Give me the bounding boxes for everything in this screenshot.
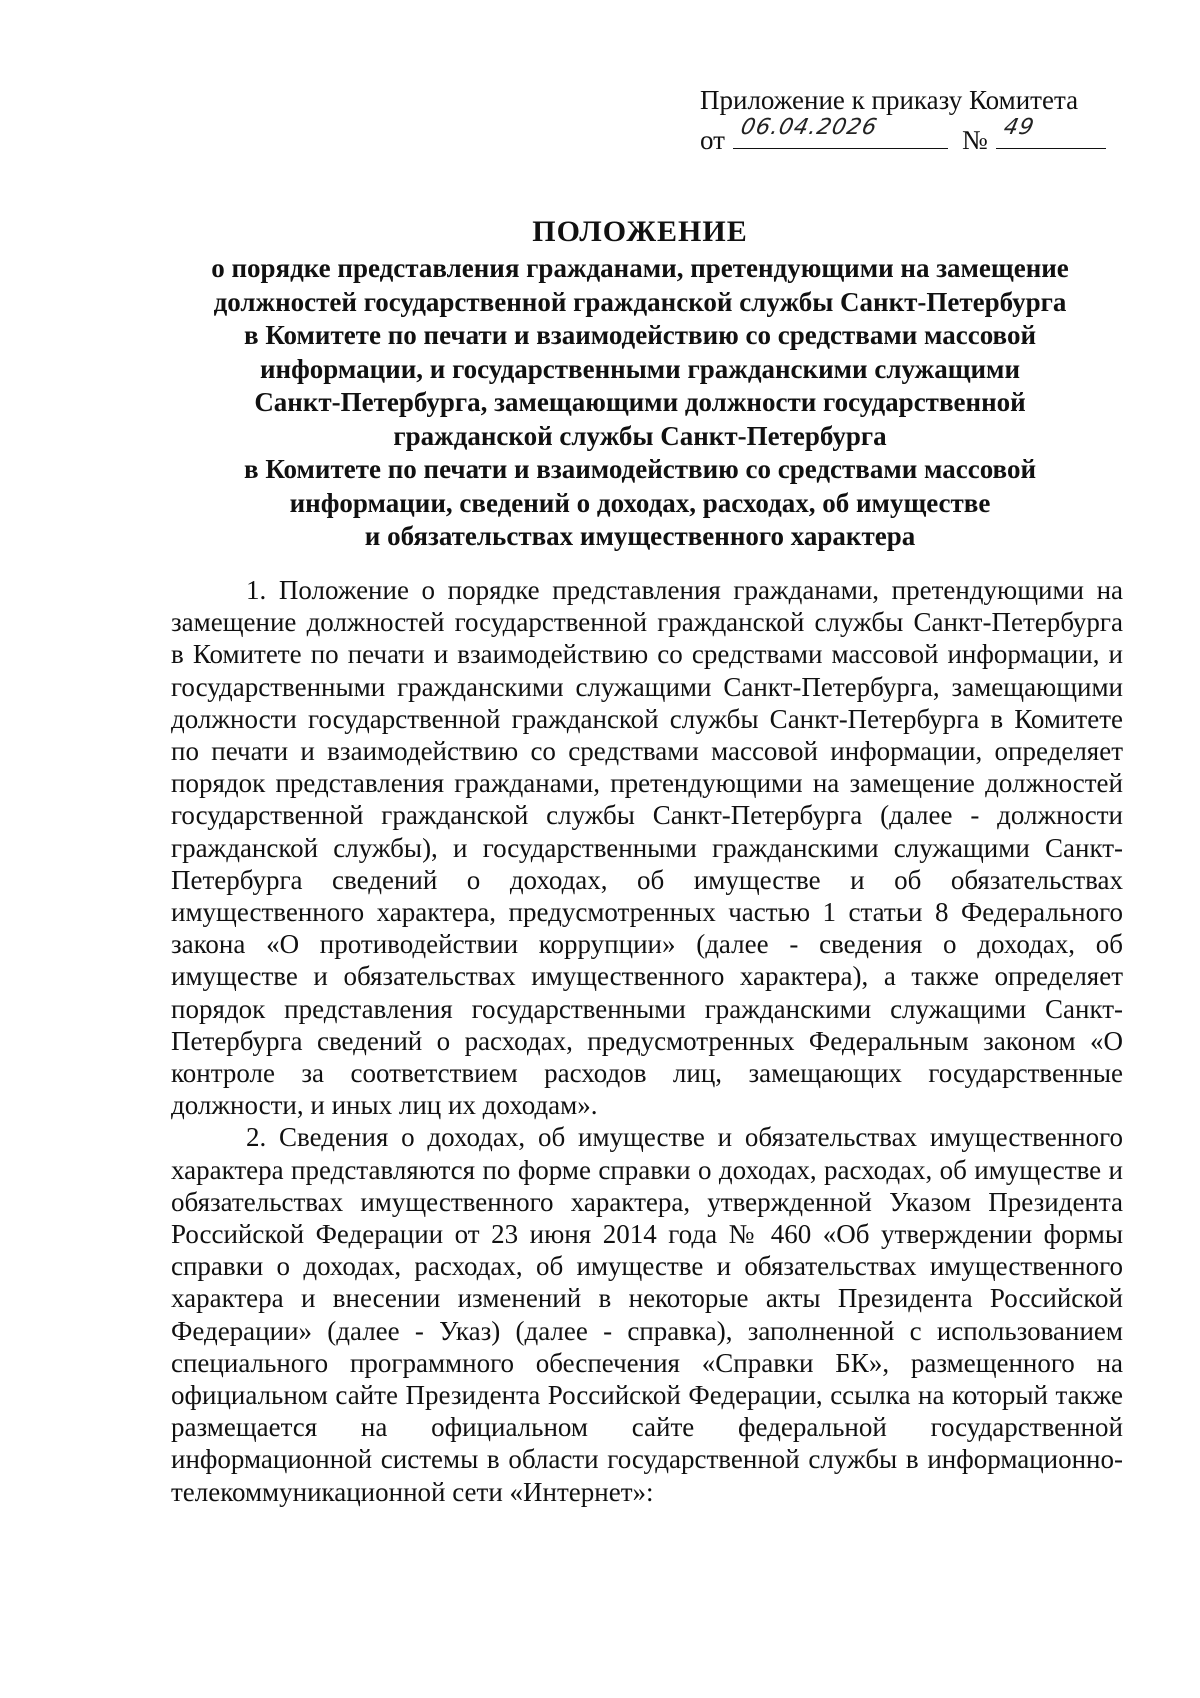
subtitle-line: о порядке представления гражданами, претендующими на замещение <box>211 253 1069 283</box>
subtitle-line: в Комитете по печати и взаимодействию со средствами массовой <box>243 320 1037 350</box>
date-field <box>733 115 948 149</box>
subtitle-line: в Комитете по печати и взаимодействию со средствами массовой <box>243 454 1037 484</box>
appendix-line: Приложение к приказу Комитета <box>700 85 1079 115</box>
subtitle-line: информации, и государственными гражданскими служащими <box>260 353 1020 384</box>
from-label: от <box>700 125 725 155</box>
paragraph-1: 1. Положение о порядке представления гражданами, претендующими на замещение должностей государственной гражданской службы Санкт-Петербурга в Комитете по печати и взаимодействию со средствами массовой информации, и государственными гражданскими служащими Санкт-Петербурга, замещающими должности государственной гражданской службы Санкт-Петербурга в Комитете по печати и взаимодействию со средствами массовой информации, определяет порядок представления гражданами, претендующими на замещение должностей государственной гражданской службы Санкт-Петербурга (далее - должности гражданской службы), и государственными гражданскими служащими Санкт-Петербурга сведений о доходах, об имуществе и об обязательствах имущественного характера, предусмотренных частью 1 статьи 8 Федерального закона «О противодействии коррупции» (далее - сведения о доходах, об имуществе и обязательствах имущественного характера), а также определяет порядок представления государственными гражданскими служащими Санкт-Петербурга сведений о расходах, предусмотренных Федеральным законом «О контроле за соответствием расходов лиц, замещающих государственные должности, и иных лиц их доходам». <box>171 575 1123 1121</box>
handwritten-date: 06.04.2026 <box>738 115 880 140</box>
appendix-header <box>700 82 1140 158</box>
paragraph-2: 2. Сведения о доходах, об имуществе и обязательствах имущественного характера представляются по форме справки о доходах, расходах, об имуществе и обязательствах имущественного характера, утвержденной Указом Президента Российской Федерации от 23 июня 2014 года № 460 «Об утверждении формы справки о доходах, расходах, об имуществе и обязательствах имущественного характера и внесении изменений в некоторые акты Президента Российской Федерации» (далее - Указ) (далее - справка), заполненной с использованием специального программного обеспечения «Справки БК», размещенного на официальном сайте Президента Российской Федерации, ссылка на который также размещается на официальном сайте федеральной государственной информационной системы в области государственной службы в информационно-телекоммуникационной сети «Интернет»: <box>171 1122 1123 1507</box>
number-field <box>996 115 1106 149</box>
subtitle-line: информации, сведений о доходах, расходах, об имуществе <box>289 487 991 518</box>
order-reference <box>700 115 1140 158</box>
document-body <box>171 574 1123 1508</box>
document-title: ПОЛОЖЕНИЕ <box>532 215 748 248</box>
handwritten-number: 49 <box>1001 115 1037 140</box>
subtitle-line: и обязательствах имущественного характера <box>364 521 916 551</box>
document-subtitle <box>130 252 1150 554</box>
number-label: № <box>961 125 988 155</box>
subtitle-line: должностей государственной гражданской службы Санкт-Петербурга <box>213 286 1067 317</box>
title-block <box>130 212 1150 554</box>
subtitle-line: гражданской службы Санкт-Петербурга <box>393 420 887 451</box>
subtitle-line: Санкт-Петербурга, замещающими должности государственной <box>254 387 1026 417</box>
